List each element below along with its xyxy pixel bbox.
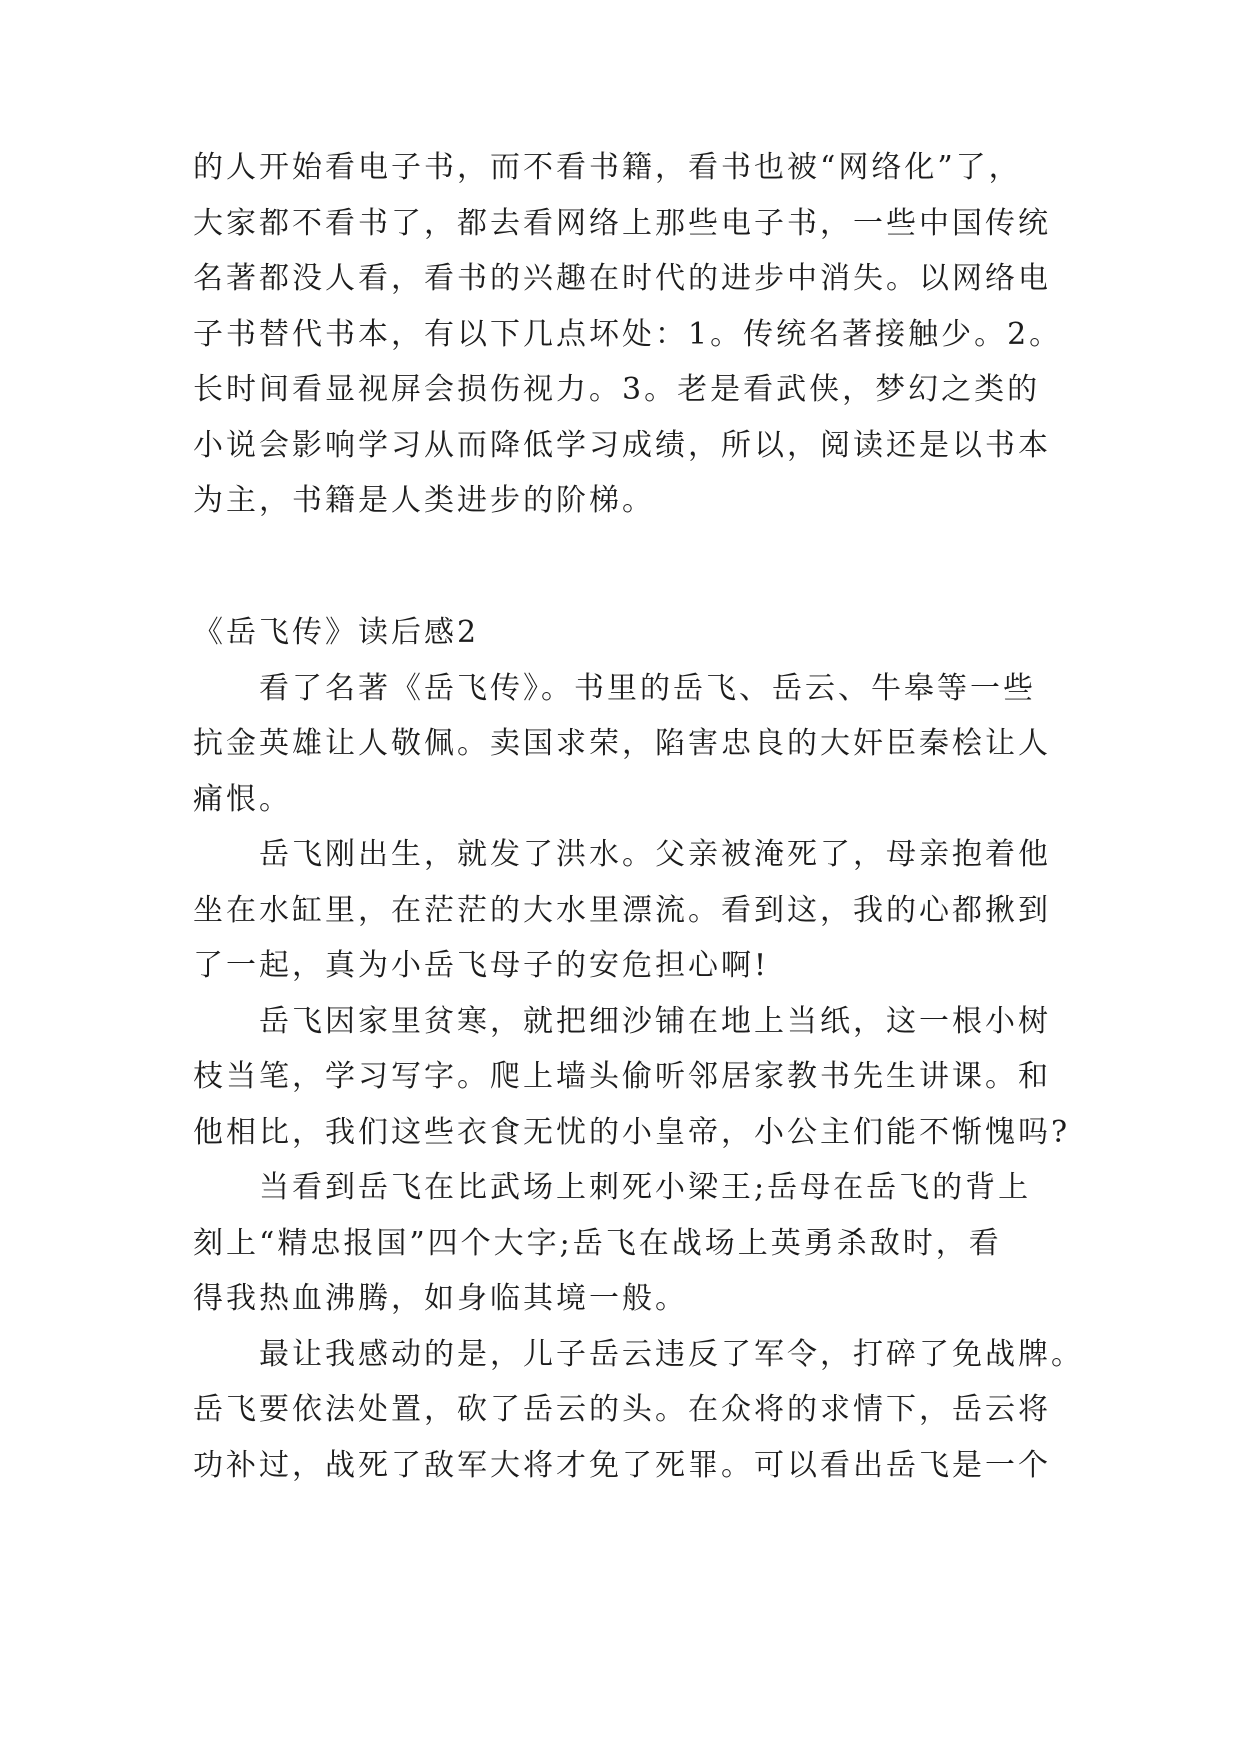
paragraph xyxy=(193,1160,1153,1327)
paragraph xyxy=(193,1327,1153,1494)
paragraph xyxy=(193,994,1153,1161)
text-line: 岳飞因家里贫寒，就把细沙铺在地上当纸，这一根小树 xyxy=(259,1003,1051,1039)
text-line: 功补过，战死了敌军大将才免了死罪。可以看出岳飞是一个 xyxy=(193,1447,1051,1483)
intro-paragraph xyxy=(193,140,1153,529)
text-line: 小说会影响学习从而降低学习成绩，所以，阅读还是以书本 xyxy=(193,427,1051,463)
paragraph xyxy=(193,827,1153,994)
text-line: 痛恨。 xyxy=(193,781,292,817)
text-line: 名著都没人看，看书的兴趣在时代的进步中消失。以网络电 xyxy=(193,261,1051,296)
text-line: 岳飞要依法处置，砍了岳云的头。在众将的求情下，岳云将 xyxy=(193,1392,1051,1427)
text-line: 为主，书籍是人类进步的阶梯。 xyxy=(193,483,655,518)
text-line: 子书替代书本，有以下几点坏处：1。传统名著接触少。2。 xyxy=(193,316,1063,352)
section-title: 《岳飞传》读后感2 xyxy=(193,615,480,650)
text-line: 得我热血沸腾，如身临其境一般。 xyxy=(193,1281,688,1316)
paragraph xyxy=(193,661,1153,828)
text-line: 长时间看显视屏会损伤视力。3。老是看武侠，梦幻之类的 xyxy=(193,372,1041,407)
text-line: 抗金英雄让人敬佩。卖国求荣，陷害忠良的大奸臣秦桧让人 xyxy=(193,726,1051,761)
document-page xyxy=(193,140,1153,1493)
text-line: 当看到岳飞在比武场上刺死小梁王;岳母在岳飞的背上 xyxy=(259,1170,1032,1205)
text-line: 大家都不看书了，都去看网络上那些电子书，一些中国传统 xyxy=(193,205,1051,241)
text-line: 他相比，我们这些衣食无忧的小皇帝，小公主们能不惭愧吗? xyxy=(193,1114,1071,1150)
text-line: 的人开始看电子书，而不看书籍，看书也被“网络化”了， xyxy=(193,150,1022,185)
text-line: 最让我感动的是，儿子岳云违反了军令，打碎了免战牌。 xyxy=(259,1336,1084,1372)
text-line: 刻上“精忠报国”四个大字;岳飞在战场上英勇杀敌时，看 xyxy=(193,1225,1002,1261)
text-line: 看了名著《岳飞传》。书里的岳飞、岳云、牛皋等一些 xyxy=(259,670,1036,706)
text-line: 坐在水缸里，在茫茫的大水里漂流。看到这，我的心都揪到 xyxy=(193,892,1051,928)
text-line: 岳飞刚出生，就发了洪水。父亲被淹死了，母亲抱着他 xyxy=(259,837,1051,872)
text-line: 枝当笔，学习写字。爬上墙头偷听邻居家教书先生讲课。和 xyxy=(193,1059,1051,1094)
text-line: 了一起，真为小岳飞母子的安危担心啊! xyxy=(193,948,770,983)
